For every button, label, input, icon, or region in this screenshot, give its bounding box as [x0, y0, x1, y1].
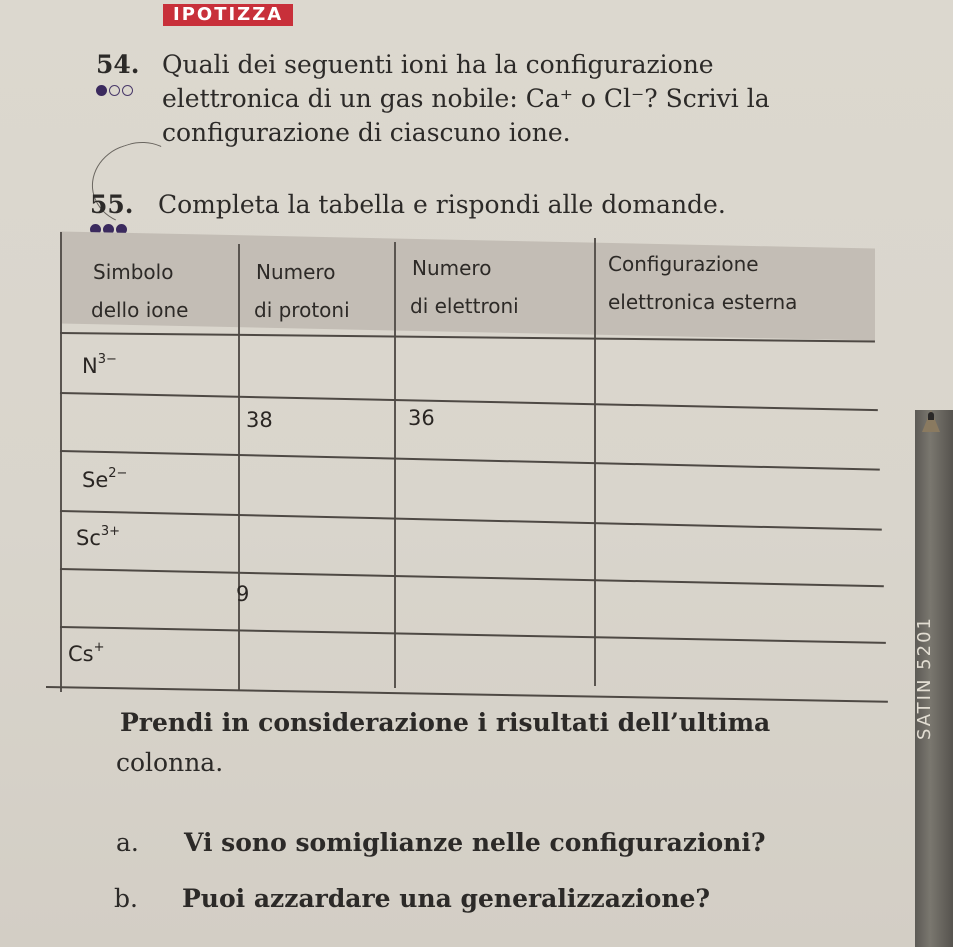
column-line: [238, 244, 240, 690]
row-line: [60, 510, 882, 530]
instructions-line1: Prendi in considerazione i risultati dell’ultima: [120, 708, 771, 737]
question-54-number: 54.: [96, 50, 140, 79]
header-protons-line2: di protoni: [254, 298, 350, 322]
question-b-label: b.: [114, 884, 138, 913]
question-a-label: a.: [116, 828, 139, 857]
difficulty-dot-filled: [96, 85, 107, 96]
question-54-line1: Quali dei seguenti ioni ha la configurazione: [162, 50, 714, 79]
pencil-lead: [928, 412, 934, 420]
header-electrons-line2: di elettroni: [410, 294, 519, 318]
table-cell-symbol: $Sc^{3+}$: [76, 524, 121, 550]
table-cell-protons: 38: [246, 408, 273, 432]
row-line: [60, 450, 880, 470]
table-cell-electrons: 36: [408, 406, 435, 430]
table-cell-symbol: $Se^{2-}$: [82, 466, 128, 492]
section-badge: IPOTIZZA: [163, 4, 293, 26]
table-cell-symbol: $N^{3-}$: [82, 352, 117, 378]
header-symbol-line2: dello ione: [91, 298, 189, 322]
ions-table: [60, 232, 890, 712]
question-54-line2: elettronica di un gas nobile: Ca⁺ o Cl⁻? Scrivi la: [162, 84, 770, 113]
pencil-label: SATIN 5201: [914, 616, 935, 740]
header-symbol-line1: Simbolo: [93, 260, 174, 284]
table-cell-protons: 9: [236, 582, 250, 606]
header-config-line2: elettronica esterna: [608, 290, 798, 314]
difficulty-dots-54: [96, 85, 133, 96]
question-a-text: Vi sono somiglianze nelle configurazioni?: [184, 828, 766, 857]
question-55-number: 55.: [90, 190, 134, 219]
row-line: [46, 686, 888, 702]
table-cell-symbol: Cs+: [68, 640, 105, 666]
row-line: [60, 392, 878, 411]
question-54-line3: configurazione di ciascuno ione.: [162, 118, 571, 147]
header-config-line1: Configurazione: [608, 252, 759, 276]
question-b-text: Puoi azzardare una generalizzazione?: [182, 884, 711, 913]
question-55-text: Completa la tabella e rispondi alle domande.: [158, 190, 726, 219]
header-electrons-line1: Numero: [412, 256, 492, 280]
row-line: [60, 626, 886, 643]
column-line: [60, 232, 62, 692]
row-line: [60, 568, 884, 587]
difficulty-dot-empty: [122, 85, 133, 96]
difficulty-dot-empty: [109, 85, 120, 96]
column-line: [394, 242, 396, 688]
header-protons-line1: Numero: [256, 260, 336, 284]
instructions-line2: colonna.: [116, 748, 224, 777]
